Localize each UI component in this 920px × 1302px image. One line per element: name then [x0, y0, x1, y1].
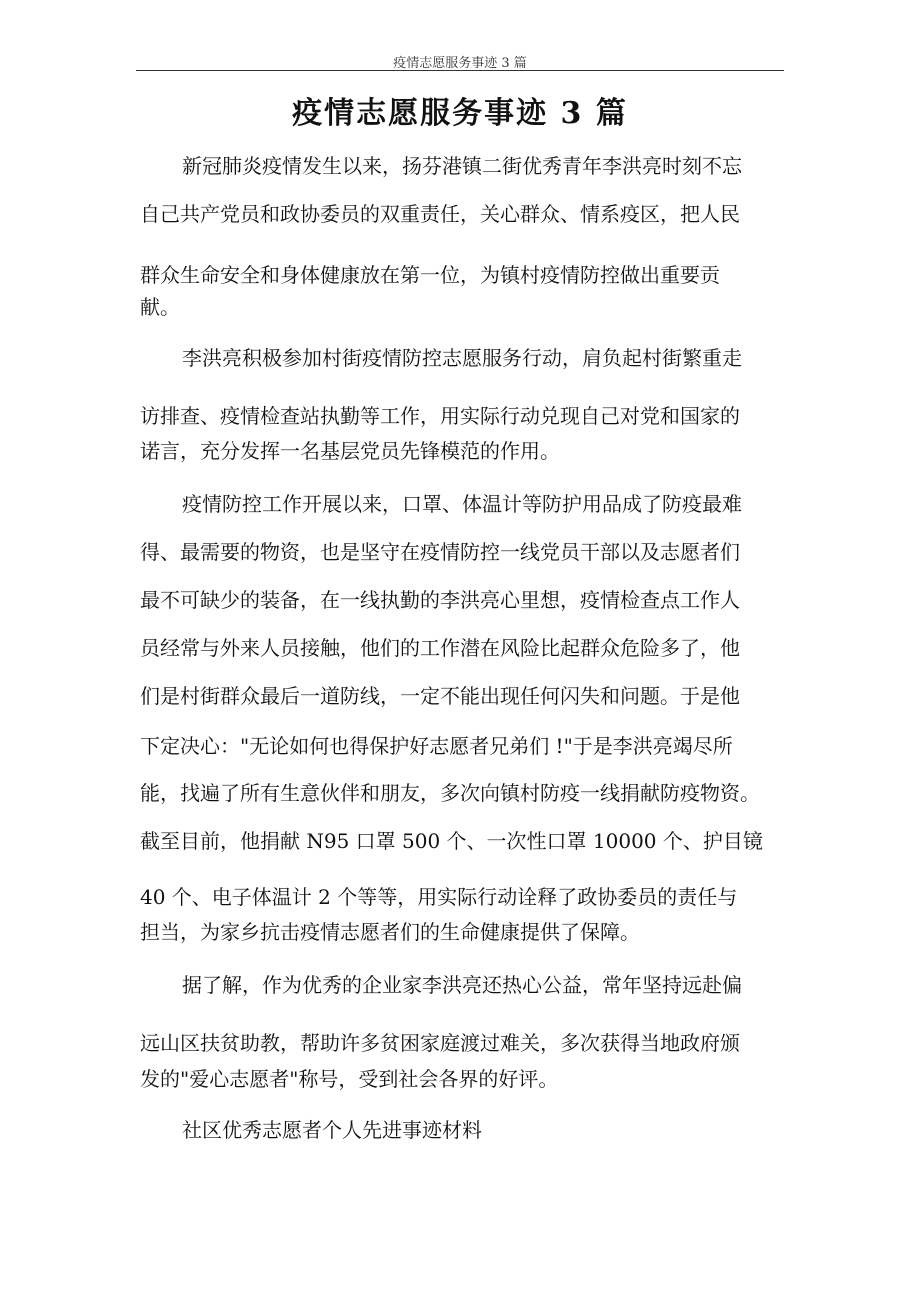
running-header: 疫情志愿服务事迹 3 篇: [393, 56, 527, 71]
paragraph-3-line-2: 得、最需要的物资，也是坚守在疫情防控一线党员干部以及志愿者们: [140, 540, 740, 564]
paragraph-3-line-9: 40 个、电子体温计 2 个等等，用实际行动诠释了政协委员的责任与: [140, 885, 738, 909]
paragraph-2-line-1: 李洪亮积极参加村街疫情防控志愿服务行动，肩负起村街繁重走: [182, 346, 742, 370]
paragraph-4-line-1: 据了解，作为优秀的企业家李洪亮还热心公益，常年坚持远赴偏: [182, 973, 742, 997]
paragraph-1-line-4: 献。: [140, 295, 180, 319]
paragraph-1-line-2: 自己共产党员和政协委员的双重责任，关心群众、情系疫区，把人民: [140, 202, 740, 226]
header-rule: [136, 70, 784, 71]
paragraph-4-line-3: 发的"爱心志愿者"称号，受到社会各界的好评。: [140, 1067, 559, 1091]
paragraph-3-line-8: 截至目前，他捐献 N95 口罩 500 个、一次性口罩 10000 个、护目镜: [140, 829, 763, 853]
paragraph-1-line-3: 群众生命安全和身体健康放在第一位，为镇村疫情防控做出重要贡: [140, 263, 720, 287]
paragraph-2-line-3: 诺言，充分发挥一名基层党员先锋模范的作用。: [140, 439, 560, 463]
paragraph-3-line-1: 疫情防控工作开展以来，口罩、体温计等防护用品成了防疫最难: [182, 492, 742, 516]
paragraph-4-line-2: 远山区扶贫助教，帮助许多贫困家庭渡过难关，多次获得当地政府颁: [140, 1031, 740, 1055]
paragraph-3-line-7: 能，找遍了所有生意伙伴和朋友，多次向镇村防疫一线捐献防疫物资。: [140, 781, 760, 805]
paragraph-5-line-1: 社区优秀志愿者个人先进事迹材料: [182, 1118, 482, 1142]
paragraph-3-line-4: 员经常与外来人员接触，他们的工作潜在风险比起群众危险多了，他: [140, 636, 740, 660]
paragraph-1-line-1: 新冠肺炎疫情发生以来，扬芬港镇二街优秀青年李洪亮时刻不忘: [182, 154, 742, 178]
paragraph-3-line-3: 最不可缺少的装备，在一线执勤的李洪亮心里想，疫情检查点工作人: [140, 588, 740, 612]
paragraph-2-line-2: 访排查、疫情检查站执勤等工作，用实际行动兑现自己对党和国家的: [140, 404, 740, 428]
paragraph-3-line-5: 们是村街群众最后一道防线，一定不能出现任何闪失和问题。于是他: [140, 684, 740, 708]
document-title: 疫情志愿服务事迹 3 篇: [292, 96, 628, 131]
paragraph-3-line-10: 担当，为家乡抗击疫情志愿者们的生命健康提供了保障。: [140, 920, 640, 944]
paragraph-3-line-6: 下定决心："无论如何也得保护好志愿者兄弟们 !"于是李洪亮竭尽所: [140, 734, 733, 758]
